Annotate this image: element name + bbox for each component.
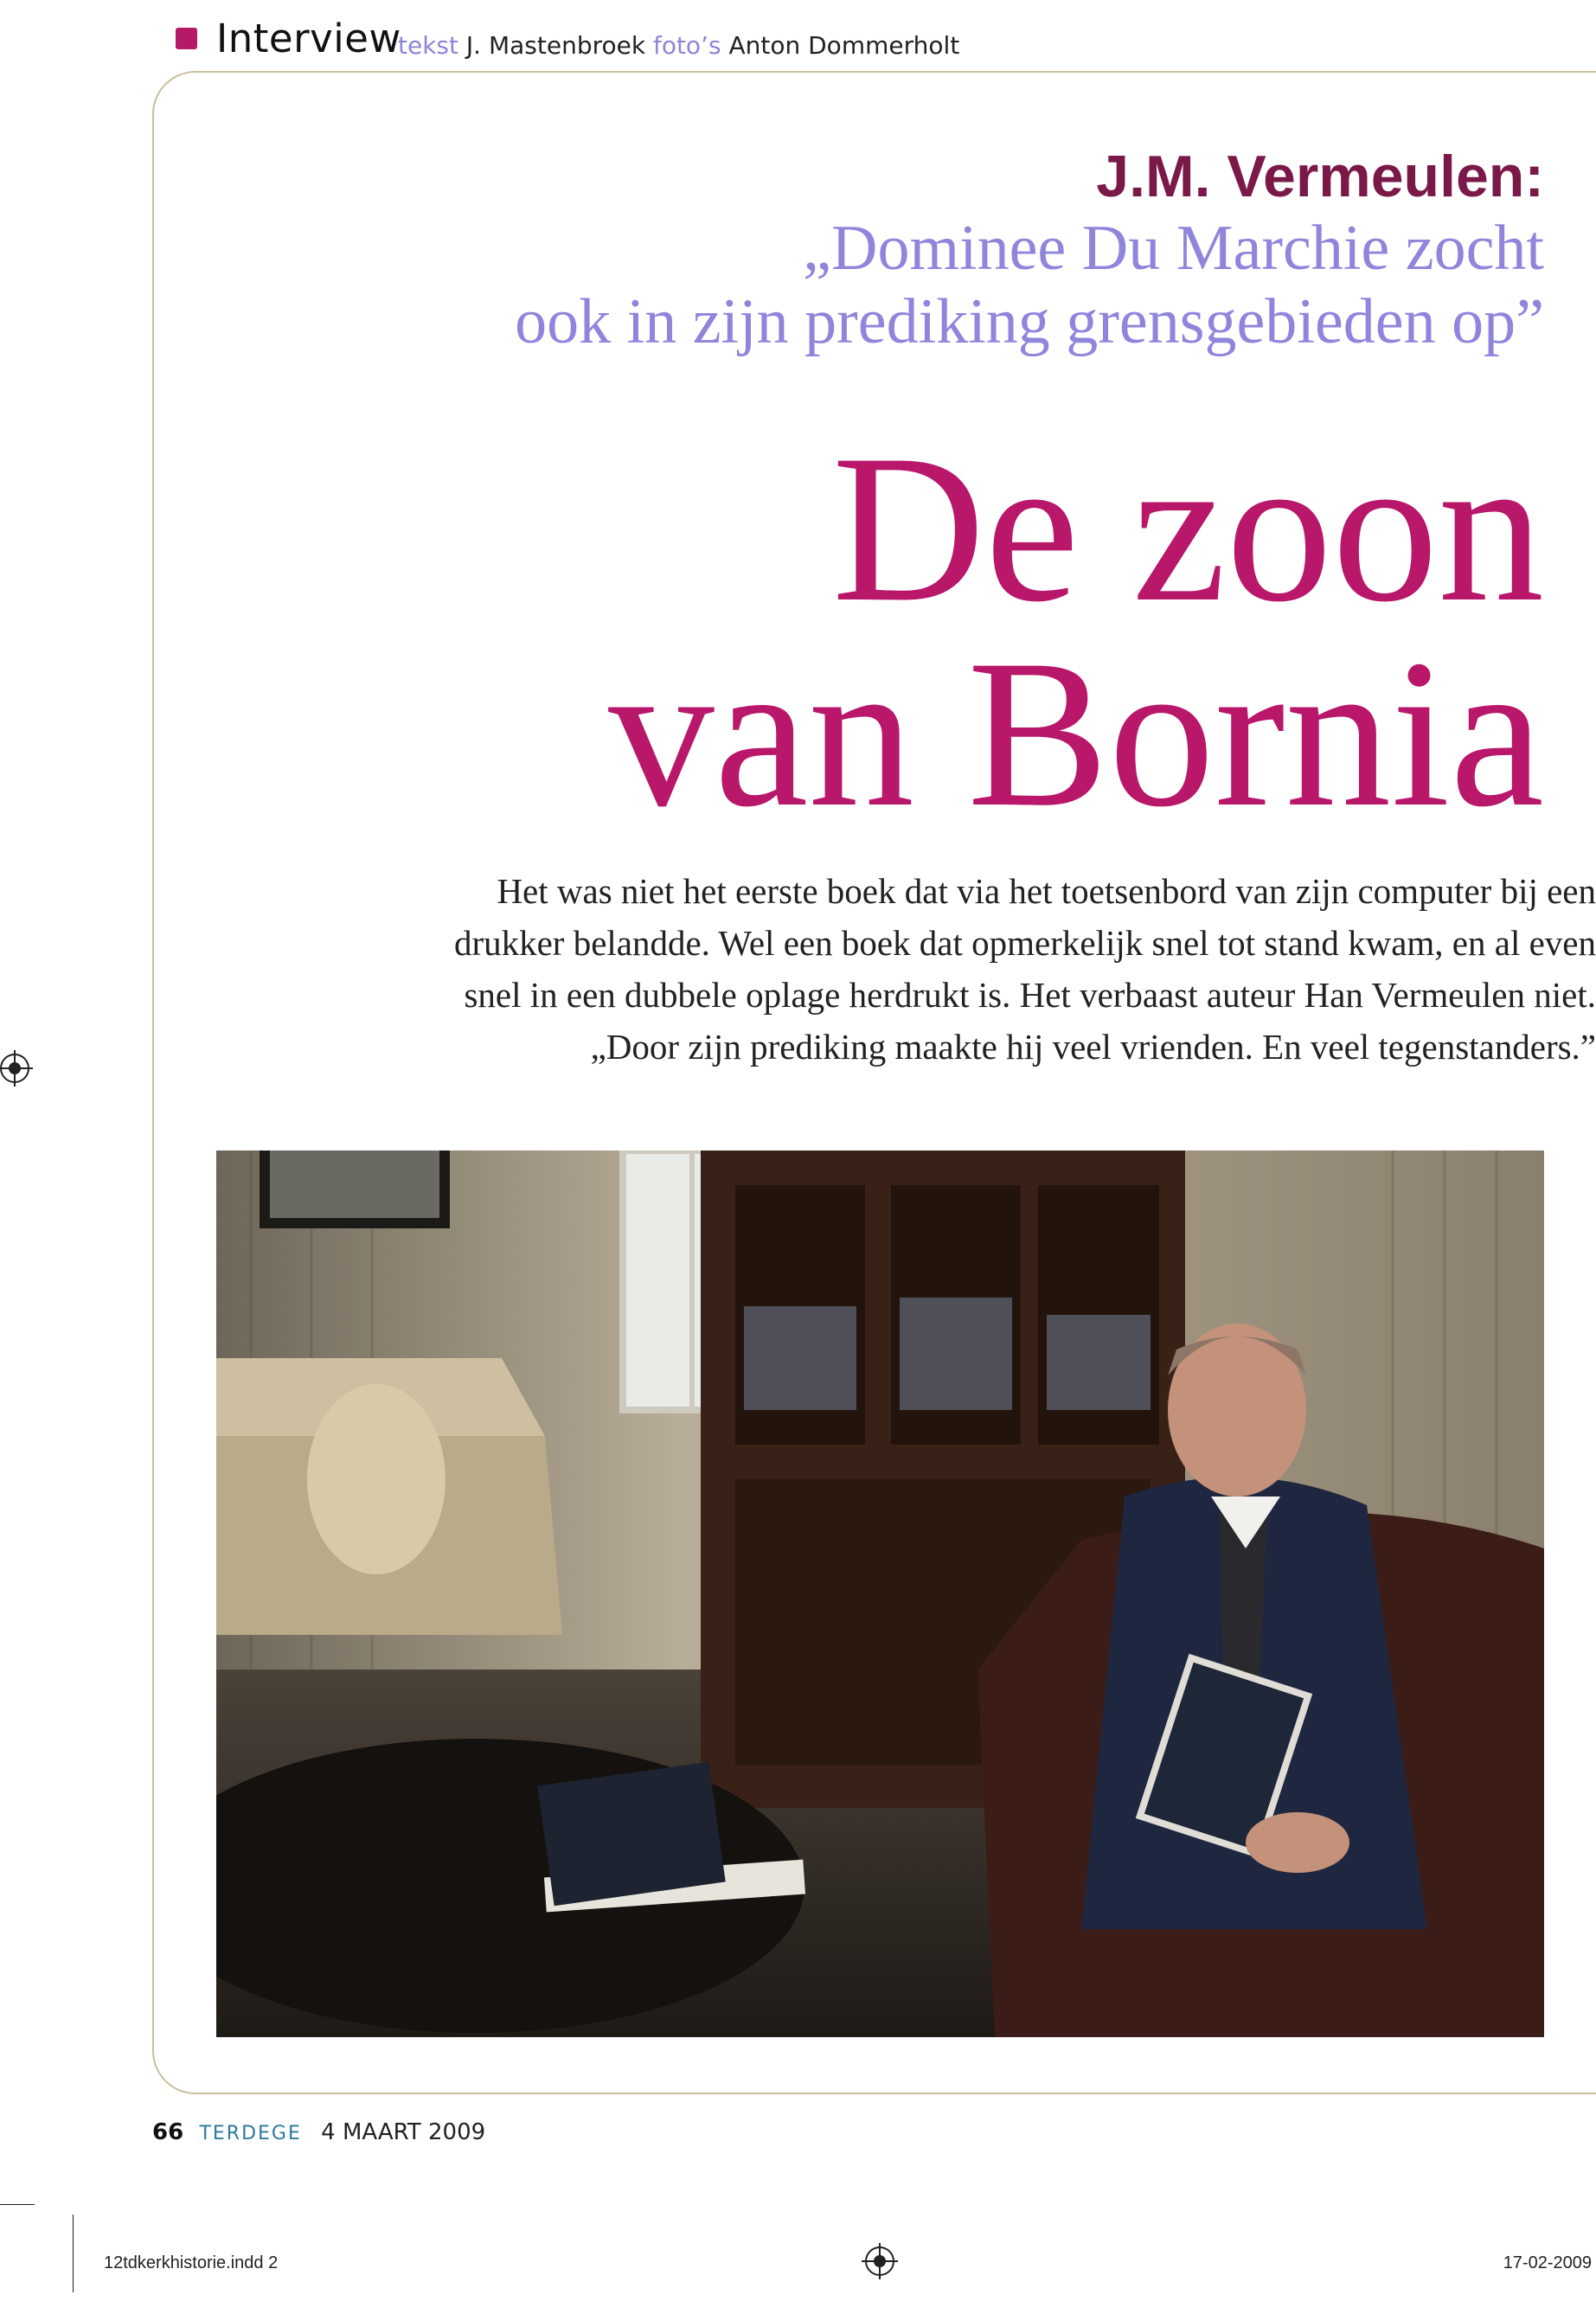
- issue-date: 4 MAART 2009: [321, 2119, 486, 2145]
- intro-line: „Door zijn prediking maakte hij veel vrienden. En veel tegenstanders.”: [590, 1027, 1596, 1067]
- file-slug: 12tdkerkhistorie.indd 2: [104, 2253, 279, 2272]
- intro-line: Het was niet het eerste boek dat via het toetsenbord van zijn computer bij een: [497, 871, 1596, 911]
- byline-credits: [398, 31, 959, 60]
- author-heading: J.M. Vermeulen:: [1096, 144, 1544, 209]
- page-number: 66: [152, 2119, 184, 2145]
- portrait-photo: [216, 1150, 1544, 2037]
- title-line-1: De zoon: [831, 411, 1544, 645]
- intro-line: drukker belandde. Wel een boek dat opmerkelijk snel tot stand kwam, en al even: [453, 923, 1596, 963]
- section-label: Interview: [216, 16, 401, 61]
- credit-photo-label: foto’s: [652, 31, 721, 60]
- intro-paragraph: [212, 865, 1596, 1073]
- crop-mark: [73, 2214, 74, 2292]
- registration-mark-icon: [0, 1054, 29, 1083]
- crop-mark: [0, 2204, 35, 2205]
- title-line-2: van Bornia: [608, 616, 1544, 850]
- credit-photo-name: Anton Dommerholt: [728, 31, 960, 60]
- print-date: 17-02-2009: [1503, 2253, 1592, 2272]
- section-marker-square: [176, 28, 197, 49]
- pull-quote-line-2: ook in zijn prediking grensgebieden op”: [515, 286, 1544, 357]
- magazine-name: TERDEGE: [199, 2123, 302, 2144]
- photo-illustration: [216, 1150, 1544, 2037]
- intro-line: snel in een dubbele oplage herdrukt is. Het verbaast auteur Han Vermeulen niet.: [464, 975, 1596, 1015]
- registration-mark-icon: [865, 2247, 894, 2276]
- folio: [152, 2119, 485, 2145]
- credit-text-label: tekst: [398, 31, 458, 60]
- pull-quote-line-1: „Dominee Du Marchie zocht: [803, 213, 1544, 284]
- credit-text-name: J. Mastenbroek: [465, 31, 646, 60]
